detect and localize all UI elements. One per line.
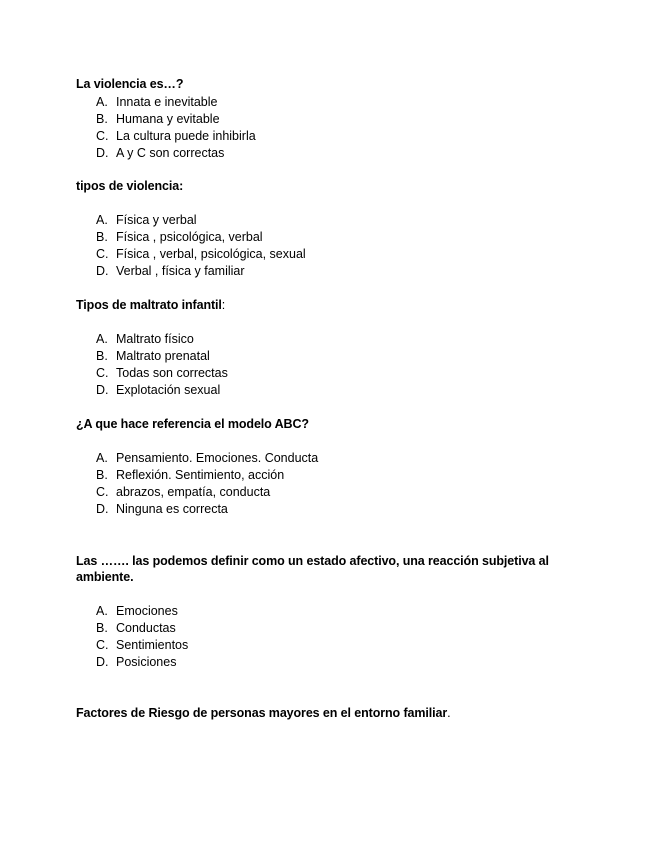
question-3-title: Tipos de maltrato infantil: — [76, 298, 226, 312]
question-2-option-a: A. Física y verbal — [96, 213, 197, 227]
question-1-option-b: B. Humana y evitable — [96, 112, 220, 126]
question-1-title: La violencia es…? — [76, 77, 184, 91]
question-3-option-a: A. Maltrato físico — [96, 332, 194, 346]
question-2-option-c: C. Física , verbal, psicológica, sexual — [96, 247, 306, 261]
question-5-option-d: D. Posiciones — [96, 655, 177, 669]
question-4-option-c: C. abrazos, empatía, conducta — [96, 485, 271, 499]
question-3-option-b: B. Maltrato prenatal — [96, 349, 210, 363]
question-1-option-c: C. La cultura puede inhibirla — [96, 129, 256, 143]
question-2-title: tipos de violencia: — [76, 179, 184, 193]
question-6-title: Factores de Riesgo de personas mayores en el entorno familiar. — [76, 706, 451, 720]
question-5-title: Las ……. las podemos definir como un estado afectivo, una reacción subjetiva al ambiente. — [76, 554, 549, 584]
question-5-option-a: A. Emociones — [96, 604, 178, 618]
question-4-option-b: B. Reflexión. Sentimiento, acción — [96, 468, 285, 482]
question-1-option-a: A. Innata e inevitable — [96, 95, 218, 109]
question-4-title: ¿A que hace referencia el modelo ABC? — [76, 417, 309, 431]
question-2-option-d: D. Verbal , física y familiar — [96, 264, 245, 278]
question-3-option-c: C. Todas son correctas — [96, 366, 228, 380]
question-1-option-d: D. A y C son correctas — [96, 146, 225, 160]
question-3-option-d: D. Explotación sexual — [96, 383, 221, 397]
question-4-option-a: A. Pensamiento. Emociones. Conducta — [96, 451, 319, 465]
question-4-option-d: D. Ninguna es correcta — [96, 502, 228, 516]
question-5-option-b: B. Conductas — [96, 621, 176, 635]
question-5-option-c: C. Sentimientos — [96, 638, 189, 652]
question-2-option-b: B. Física , psicológica, verbal — [96, 230, 263, 244]
